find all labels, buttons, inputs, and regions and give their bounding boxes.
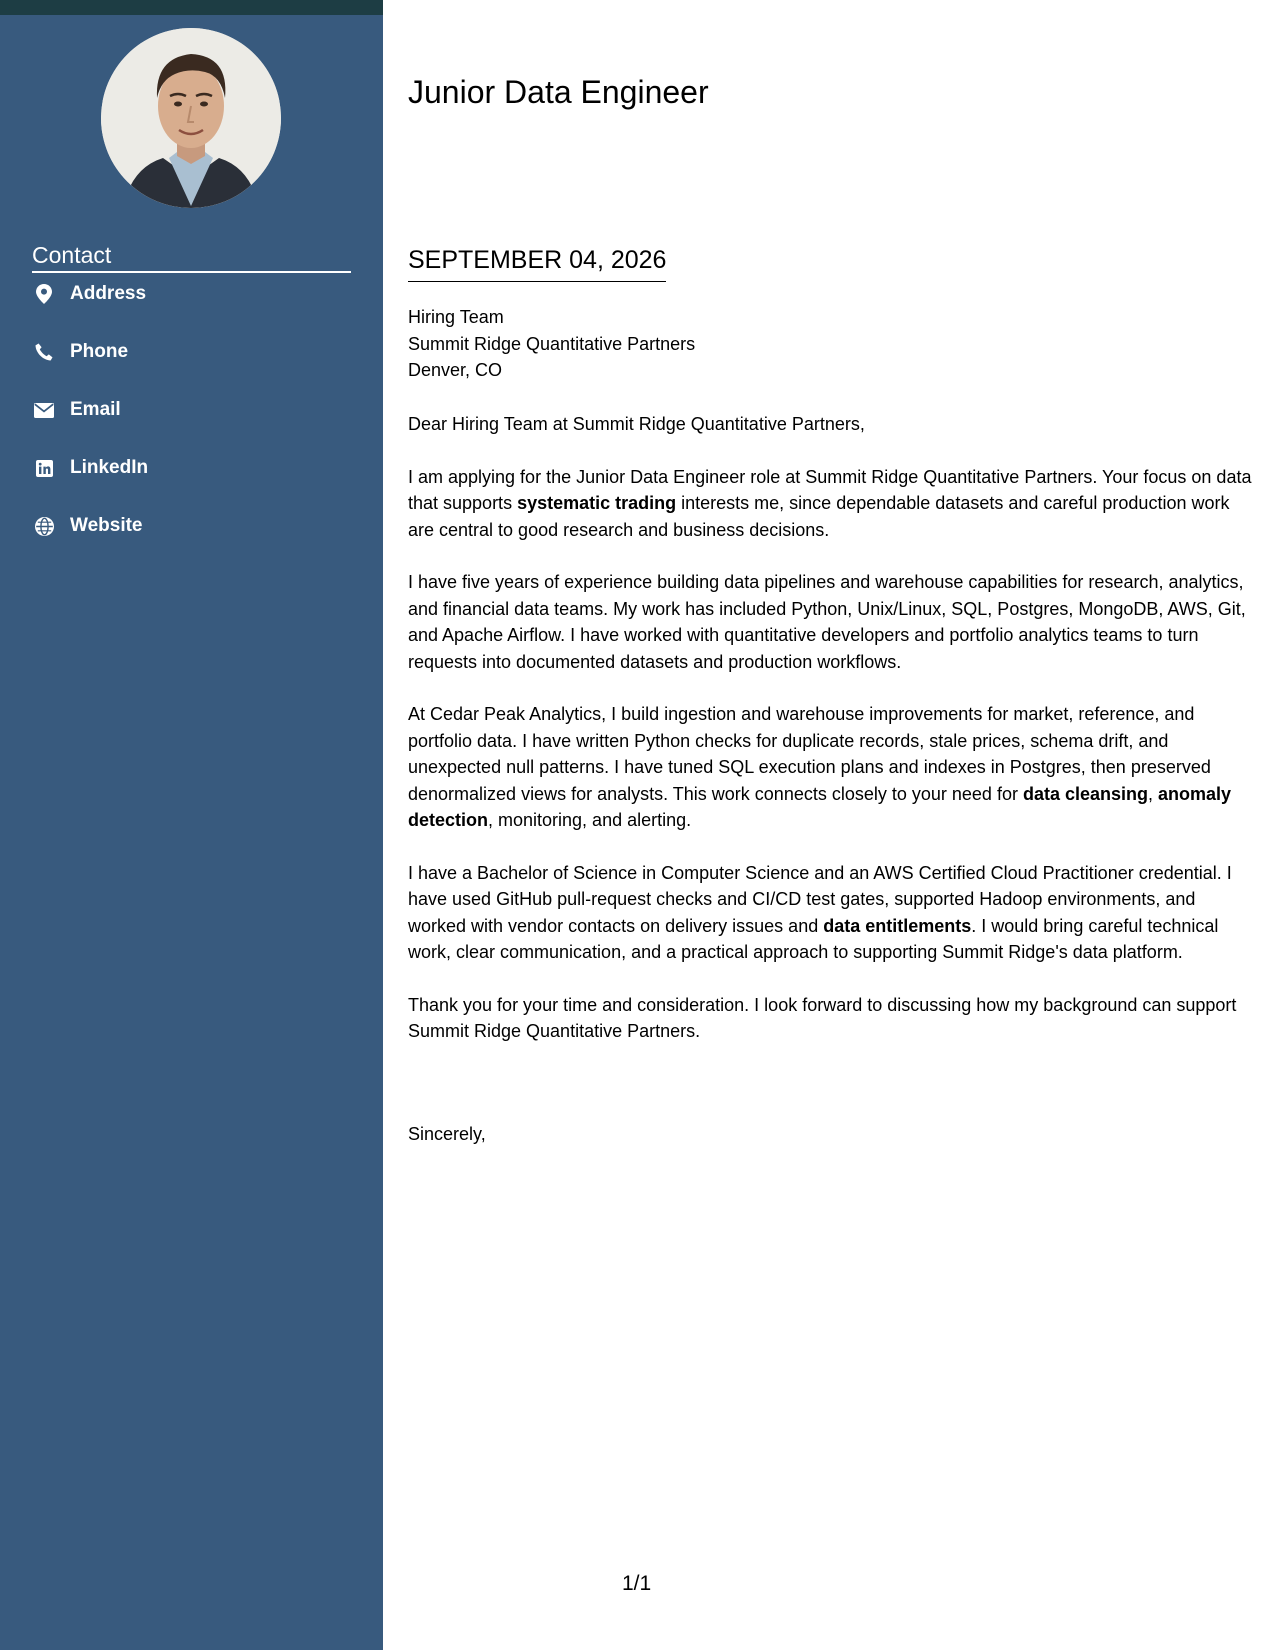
map-pin-icon	[32, 282, 56, 306]
recipient-block	[408, 304, 695, 384]
profile-photo	[101, 28, 281, 208]
contact-label-linkedin: LinkedIn	[70, 457, 149, 478]
contact-label-address: Address	[70, 283, 147, 304]
contact-item-phone[interactable]	[32, 340, 148, 398]
emphasis-text: data cleansing	[1022, 783, 1148, 804]
page-title: Junior Data Engineer	[408, 74, 709, 110]
body-text: interests me, since dependable datasets and careful production work are central to good research and business decisions.	[408, 493, 1230, 540]
emphasis-text: anomaly detection	[408, 783, 1232, 830]
contact-label-phone: Phone	[70, 341, 129, 362]
letter-paragraph	[408, 701, 1253, 834]
contact-item-email[interactable]	[32, 398, 148, 456]
emphasis-text: data entitlements	[823, 915, 972, 936]
recipient-name: Hiring Team	[408, 307, 504, 327]
letter-body	[408, 411, 1253, 1071]
contact-label-email: Email	[70, 399, 121, 420]
body-text: I have five years of experience building data pipelines and warehouse capabilities for research, analytics, and financial data teams. My work has included Python, Unix/Linux, SQL, Postgres, MongoDB, AWS, Git, and Apache Airflow. I have worked with quantitative developers and portfolio analytics teams to turn requests into documented datasets and production workflows.	[408, 572, 1246, 672]
body-text: At Cedar Peak Analytics, I build ingestion and warehouse improvements for market, reference, and portfolio data. I have written Python checks for duplicate records, stale prices, schema drift, and unexpected null patterns. I have tuned SQL execution plans and indexes in Postgres, then preserved denormalized views for analysts. This work connects closely to your need for	[408, 704, 1211, 804]
body-text: I have a Bachelor of Science in Computer Science and an AWS Certified Cloud Practitioner credential. I have used GitHub pull-request checks and CI/CD test gates, supported Hadoop environments, and worked with vendor contacts on delivery issues and	[408, 862, 1232, 936]
page-number: 1/1	[622, 1572, 652, 1595]
body-text: , monitoring, and alerting.	[488, 810, 692, 830]
emphasis-text: systematic trading	[517, 493, 677, 513]
body-text: . I would bring careful technical work, clear communication, and a practical approach to supporting Summit Ridge's data platform.	[408, 915, 1219, 962]
sidebar	[0, 0, 383, 1650]
letter-paragraph	[408, 992, 1253, 1045]
phone-icon	[32, 340, 56, 364]
letter-paragraph	[408, 860, 1253, 966]
contact-item-website[interactable]	[32, 514, 148, 572]
recipient-location: Denver, CO	[408, 360, 503, 380]
salutation: Dear Hiring Team at Summit Ridge Quantitative Partners,	[408, 414, 865, 434]
contact-label-website: Website	[70, 515, 143, 536]
letter-date: SEPTEMBER 04, 2026	[408, 243, 666, 282]
envelope-icon	[32, 398, 56, 422]
recipient-company: Summit Ridge Quantitative Partners	[408, 333, 696, 354]
contact-list	[32, 282, 148, 572]
body-text: I am applying for the Junior Data Engineer role at Summit Ridge Quantitative Partners. Your focus on data that supports	[408, 466, 1252, 513]
contact-item-linkedin[interactable]	[32, 456, 148, 514]
linkedin-icon	[32, 456, 56, 480]
contact-item-address[interactable]	[32, 282, 148, 340]
sidebar-top-bar	[0, 0, 383, 15]
contact-heading: Contact	[32, 240, 351, 273]
avatar	[101, 28, 281, 208]
body-text: ,	[1148, 783, 1159, 804]
globe-icon	[32, 514, 56, 538]
body-text: Thank you for your time and consideration. I look forward to discussing how my background can support Summit Ridge Quantitative Partners.	[408, 994, 1237, 1041]
letter-paragraph	[408, 569, 1253, 675]
closing: Sincerely,	[408, 1124, 486, 1144]
letter-paragraph	[408, 464, 1253, 544]
letter-main	[408, 0, 1253, 1650]
